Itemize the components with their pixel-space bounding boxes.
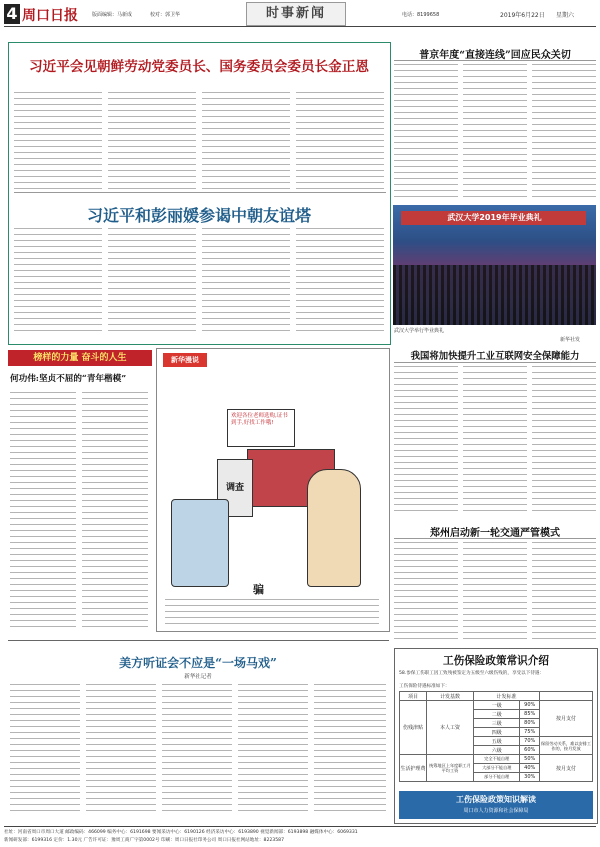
lead-col-4 bbox=[296, 92, 384, 190]
lead-divider bbox=[14, 192, 386, 193]
industry-rule bbox=[394, 362, 596, 363]
industry-col-3 bbox=[532, 366, 596, 516]
pct-cell: 85% bbox=[520, 710, 540, 719]
grade-cell: 五级 bbox=[474, 737, 520, 746]
role-model-banner bbox=[8, 350, 152, 366]
cartoon-clipboard-text: 调查 bbox=[225, 483, 244, 493]
pct-cell: 30% bbox=[520, 773, 540, 782]
editor-line: 版面编辑：马新成 bbox=[92, 12, 133, 18]
second-col-1 bbox=[14, 228, 102, 336]
note-cell: 按月支付 bbox=[540, 701, 593, 737]
grade-cell: 三级 bbox=[474, 719, 520, 728]
pct-cell: 80% bbox=[520, 719, 540, 728]
group-item: 生活护理费 bbox=[400, 755, 427, 782]
profile-col-1 bbox=[10, 392, 76, 632]
pct-cell: 70% bbox=[520, 737, 540, 746]
profile-headline: 何功伟:坚贞不屈的“青年楷模” bbox=[10, 374, 127, 384]
second-col-2 bbox=[108, 228, 196, 336]
cartoon-title: 骗 bbox=[253, 583, 264, 596]
profile-col-2 bbox=[82, 392, 148, 632]
pct-cell: 60% bbox=[520, 746, 540, 755]
bottom-col-5 bbox=[314, 684, 386, 816]
traffic-rule bbox=[394, 538, 596, 539]
photo-caption: 武汉大学举行毕业典礼 bbox=[394, 328, 445, 334]
role-model-banner-text: 榜样的力量 奋斗的人生 bbox=[33, 353, 127, 363]
second-headline: 习近平和彭丽媛参谒中朝友谊塔 bbox=[86, 206, 311, 225]
header-base: 计发基数 bbox=[427, 692, 474, 701]
insurance-headline: 工伤保险政策常识介绍 bbox=[443, 655, 549, 667]
section-title-text: 时事新闻 bbox=[265, 6, 326, 21]
photo-credit: 新华社发 bbox=[560, 337, 581, 343]
footer-line-1: 社址：河南省周口市周口大道 邮政编码：466099 编务中心：6191698 要闻采访中心：6190126 经济采访中心：6193890 视觉新闻部：6193898 融媒体中心：6069331 bbox=[4, 830, 358, 835]
pct-cell: 40% bbox=[520, 764, 540, 773]
lead-headline: 习近平会见朝鲜劳动党委员长、国务委员会委员长金正恩 bbox=[29, 59, 369, 75]
footer-rule bbox=[4, 826, 596, 827]
section-title bbox=[246, 2, 346, 26]
bottom-col-4 bbox=[238, 684, 308, 816]
putin-col-2 bbox=[463, 64, 527, 200]
second-col-4 bbox=[296, 228, 384, 336]
paper-name: 周口日报 bbox=[22, 8, 78, 24]
bottom-headline: 美方听证会不应是“一场马戏” bbox=[119, 656, 277, 670]
header-item: 项目 bbox=[400, 692, 427, 701]
putin-col-1 bbox=[394, 64, 458, 200]
cartoon-sign-text: 欢迎各位老师选购,证书到手,好找工作哦! bbox=[231, 413, 288, 426]
insurance-banner-sub: 周口市人力资源和社会保障局 bbox=[463, 808, 529, 814]
pct-cell: 75% bbox=[520, 728, 540, 737]
putin-col-3 bbox=[532, 64, 596, 200]
cartoon-sign bbox=[227, 409, 295, 447]
bottom-col-2 bbox=[86, 684, 156, 816]
photo-crowd bbox=[393, 265, 596, 325]
putin-rule bbox=[394, 60, 596, 61]
industry-col-1 bbox=[394, 366, 458, 516]
industry-col-2 bbox=[463, 366, 527, 516]
note-cell: 保留劳动关系，难以安排工作的，按月发放 bbox=[540, 737, 593, 755]
header-standard: 计发标准 bbox=[474, 692, 540, 701]
pct-cell: 50% bbox=[520, 755, 540, 764]
cartoon-caption bbox=[165, 599, 379, 627]
putin-headline: 普京年度“直接连线”回应民众关切 bbox=[419, 50, 571, 61]
lead-col-2 bbox=[108, 92, 196, 190]
cartoon-tag bbox=[163, 353, 207, 367]
cartoon-frame bbox=[156, 348, 390, 632]
grade-cell: 二级 bbox=[474, 710, 520, 719]
lead-col-3 bbox=[202, 92, 290, 190]
lead-col-1 bbox=[14, 92, 102, 190]
header-note bbox=[540, 692, 593, 701]
traffic-col-3 bbox=[532, 542, 596, 642]
masthead-rule bbox=[4, 26, 596, 27]
group-base: 本人工资 bbox=[427, 701, 474, 755]
table-row bbox=[400, 755, 593, 764]
grade-cell: 四级 bbox=[474, 728, 520, 737]
insurance-box bbox=[394, 648, 598, 824]
traffic-headline: 郑州启动新一轮交通严管模式 bbox=[430, 528, 560, 539]
traffic-col-2 bbox=[463, 542, 527, 642]
industry-headline: 我国将加快提升工业互联网安全保障能力 bbox=[410, 351, 580, 362]
grade-cell: 大部分不能自理 bbox=[474, 764, 520, 773]
page-number: 4 bbox=[4, 4, 20, 24]
photo-banner-text: 武汉大学2019年毕业典礼 bbox=[447, 213, 542, 222]
bottom-byline: 新华社记者 bbox=[184, 674, 212, 680]
second-col-3 bbox=[202, 228, 290, 336]
second-body bbox=[14, 228, 386, 338]
insurance-intro: 工伤保险待遇标准如下： bbox=[399, 684, 450, 689]
group-base: 统筹地区上年度职工月平均工资 bbox=[427, 755, 474, 782]
proof-line: 校对：郭卫华 bbox=[150, 12, 181, 18]
note-cell: 按月支付 bbox=[540, 755, 593, 782]
phone-line: 电话：8199658 bbox=[402, 12, 440, 18]
issue-weekday: 星期六 bbox=[556, 12, 575, 19]
insurance-table-header bbox=[400, 692, 593, 701]
grade-cell: 六级 bbox=[474, 746, 520, 755]
cartoon-figure bbox=[307, 469, 361, 587]
insurance-banner-text: 工伤保险政策知识解读 bbox=[456, 794, 536, 804]
grade-cell: 一级 bbox=[474, 701, 520, 710]
insurance-table bbox=[399, 691, 593, 782]
bottom-col-3 bbox=[162, 684, 232, 816]
cartoon-tag-text: 新华漫说 bbox=[171, 356, 199, 364]
grade-cell: 部分不能自理 bbox=[474, 773, 520, 782]
lead-body bbox=[14, 92, 386, 190]
grade-cell: 完全不能自理 bbox=[474, 755, 520, 764]
cartoon-phone bbox=[171, 499, 229, 587]
bottom-col-1 bbox=[10, 684, 80, 816]
table-row bbox=[400, 701, 593, 710]
footer-line-2: 新闻研发部：6199316 定价：1.30元 广告许可证：豫周工商广字第0002号 印刷：周口日报社印务公司 周口日报社网站地址：8223587 bbox=[4, 838, 284, 843]
masthead bbox=[0, 0, 600, 40]
bottom-rule bbox=[8, 640, 389, 641]
issue-date: 2019年6月22日 bbox=[500, 12, 545, 19]
insurance-question: 58.参保工伤职工因工致残被鉴定为五级至六级伤残的，享受以下待遇： bbox=[399, 671, 545, 676]
pct-cell: 90% bbox=[520, 701, 540, 710]
traffic-col-1 bbox=[394, 542, 458, 642]
insurance-banner bbox=[399, 791, 593, 819]
graduation-photo bbox=[393, 205, 596, 325]
group-item: 伤残津贴 bbox=[400, 701, 427, 755]
